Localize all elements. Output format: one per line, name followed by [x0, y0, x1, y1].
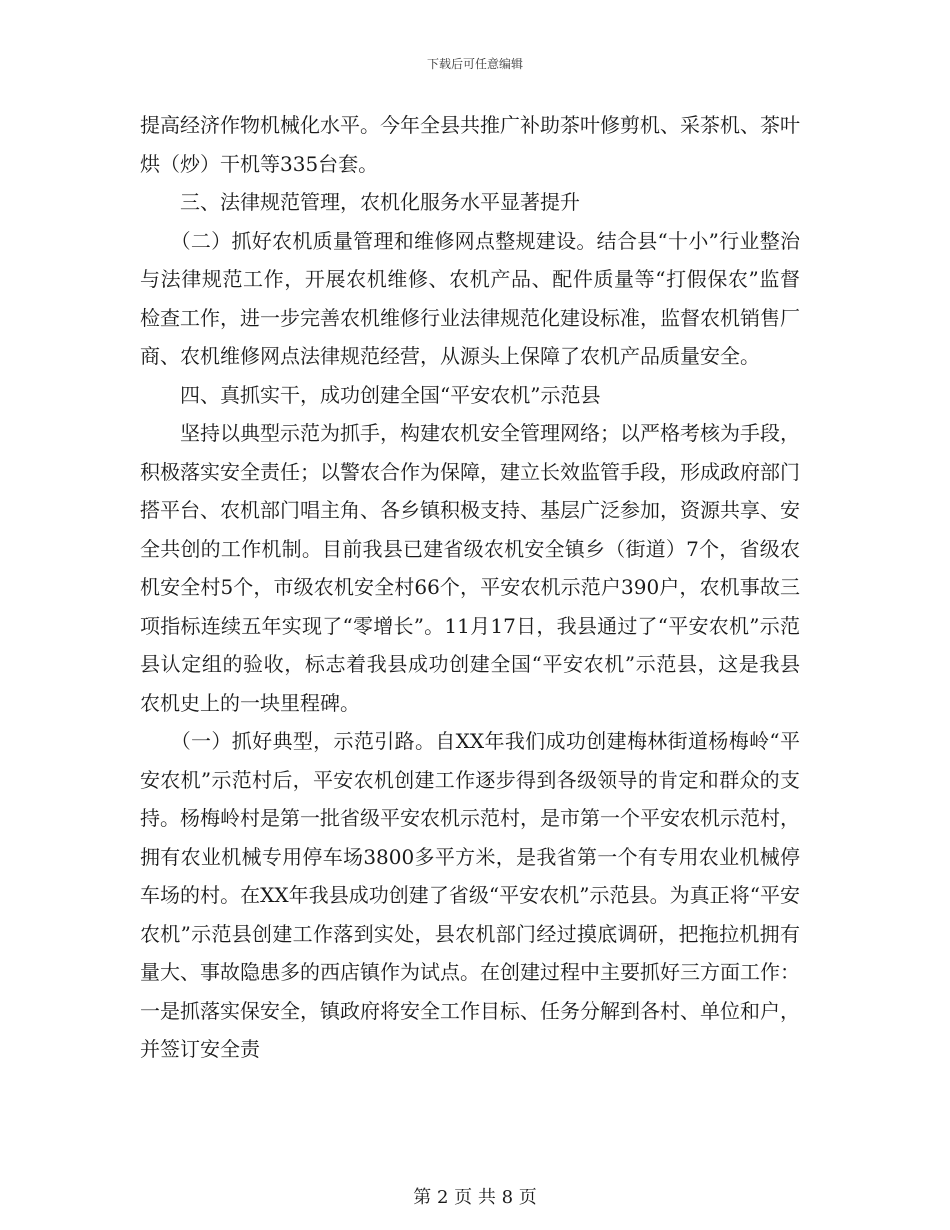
body-text — [140, 106, 800, 1069]
page-number: 第 2 页 共 8 页 — [413, 1187, 537, 1208]
paragraph: 坚持以典型示范为抓手，构建农机安全管理网络；以严格考核为手段，积极落实安全责任；以警农合作为保障，建立长效监管手段，形成政府部门搭平台、农机部门唱主角、各乡镇积极支持、基层广泛参加，资源共享、安全共创的工作机制。目前我县已建省级农机安全镇乡（街道）7个，省级农机安全村5个，市级农机安全村66个，平安农机示范户390户，农机事故三项指标连续五年实现了“零增长”。11月17日，我县通过了“平安农机”示范县认定组的验收，标志着我县成功创建全国“平安农机”示范县，这是我县农机史上的一块里程碑。 — [140, 421, 800, 715]
paragraph: 提高经济作物机械化水平。今年全县共推广补助茶叶修剪机、采茶机、茶叶烘（炒）干机等335台套。 — [140, 113, 800, 176]
paragraph: （一）抓好典型，示范引路。自XX年我们成功创建梅林街道杨梅岭“平安农机”示范村后，平安农机创建工作逐步得到各级领导的肯定和群众的支持。杨梅岭村是第一批省级平安农机示范村，是市第一个平安农机示范村，拥有农业机械专用停车场3800多平方米，是我省第一个有专用农业机械停车场的村。在XX年我县成功创建了省级“平安农机”示范县。为真正将“平安农机”示范县创建工作落到实处，县农机部门经过摸底调研，把拖拉机拥有量大、事故隐患多的西店镇作为试点。在创建过程中主要抓好三方面工作：一是抓落实保安全，镇政府将安全工作目标、任务分解到各村、单位和户，并签订安全责 — [140, 729, 800, 1061]
section-heading: 三、法律规范管理，农机化服务水平显著提升 — [140, 190, 580, 214]
section-heading: 四、真抓实干，成功创建全国“平安农机”示范县 — [140, 382, 601, 407]
header-note: 下载后可任意编辑 — [426, 57, 523, 71]
paragraph: （二）抓好农机质量管理和维修网点整规建设。结合县“十小”行业整治与法律规范工作，开展农机维修、农机产品、配件质量等“打假保农”监督检查工作，进一步完善农机维修行业法律规范化建设标准，监督农机销售厂商、农机维修网点法律规范经营，从源头上保障了农机产品质量安全。 — [140, 228, 800, 368]
